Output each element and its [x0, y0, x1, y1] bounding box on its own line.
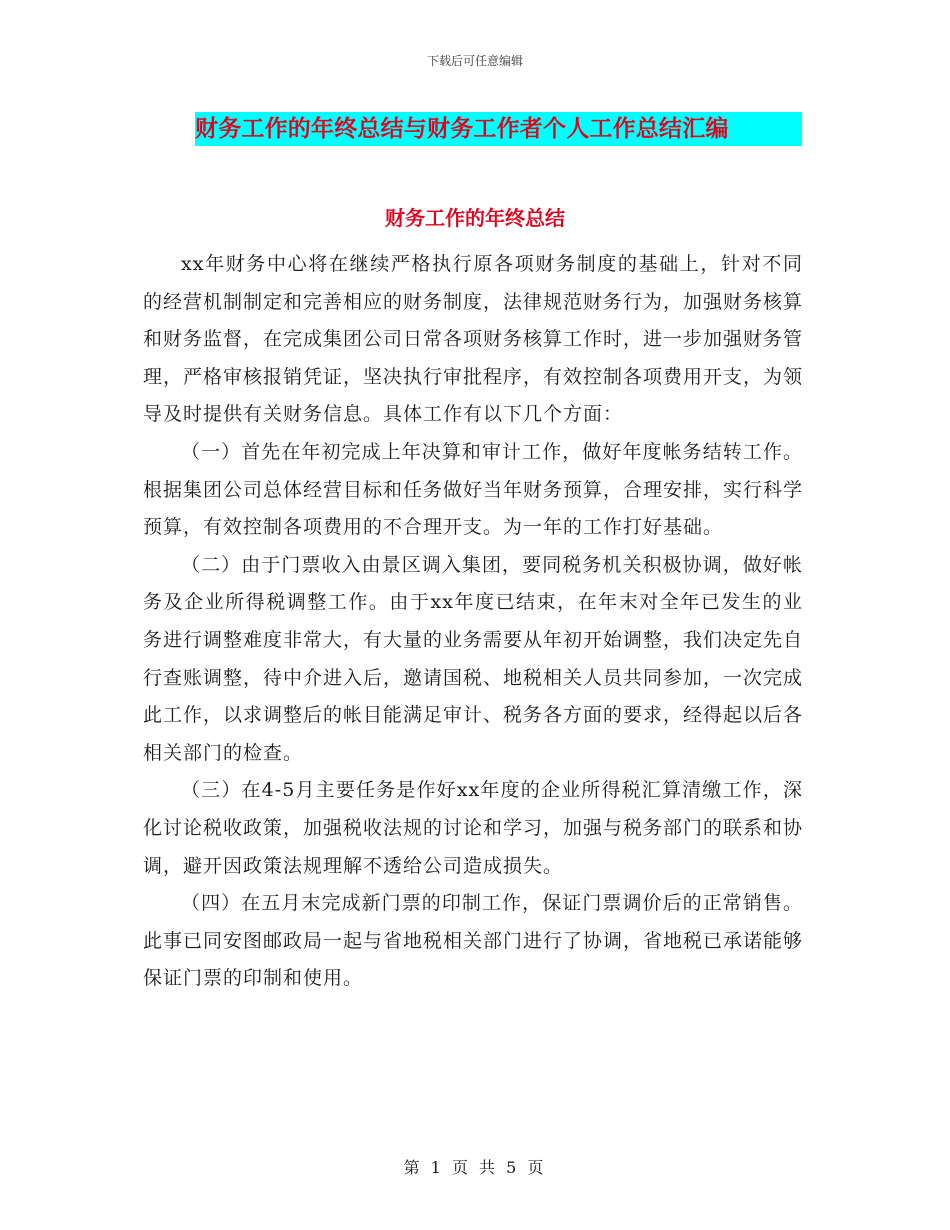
- document-body: [143, 246, 803, 998]
- paragraph-item-3: （三）在4-5月主要任务是作好xx年度的企业所得税汇算清缴工作，深化讨论税收政策，加强税收法规的讨论和学习，加强与税务部门的联系和协调，避开因政策法规理解不透给公司造成损失。: [143, 779, 804, 877]
- paragraph-intro: xx年财务中心将在继续严格执行原各项财务制度的基础上，针对不同的经营机制制定和完善相应的财务制度，法律规范财务行为，加强财务核算和财务监督，在完成集团公司日常各项财务核算工作时，进一步加强财务管理，严格审核报销凭证，坚决执行审批程序，有效控制各项费用开支，为领导及时提供有关财务信息。具体工作有以下几个方面：: [143, 253, 804, 426]
- section-title: 财务工作的年终总结: [385, 206, 565, 230]
- page-number-footer: 第 1 页 共 5 页: [403, 1158, 547, 1177]
- paragraph-item-4: （四）在五月末完成新门票的印制工作，保证门票调价后的正常销售。此事已同安图邮政局一起与省地税相关部门进行了协调，省地税已承诺能够保证门票的印制和使用。: [143, 892, 804, 990]
- page-header-note: 下载后可任意编辑: [426, 54, 523, 68]
- main-title: 财务工作的年终总结与财务工作者个人工作总结汇编: [195, 116, 729, 142]
- paragraph-item-1: （一）首先在年初完成上年决算和审计工作，做好年度帐务结转工作。根据集团公司总体经营目标和任务做好当年财务预算，合理安排，实行科学预算，有效控制各项费用的不合理开支。为一年的工作打好基础。: [143, 440, 804, 539]
- main-title-highlight: [195, 112, 802, 146]
- paragraph-item-2: （二）由于门票收入由景区调入集团，要同税务机关积极协调，做好帐务及企业所得税调整工作。由于xx年度已结束，在年末对全年已发生的业务进行调整难度非常大，有大量的业务需要从年初开始调整，我们决定先自行查账调整，待中介进入后，邀请国税、地税相关人员共同参加，一次完成此工作，以求调整后的帐目能满足审计、税务各方面的要求，经得起以后各相关部门的检查。: [143, 553, 804, 764]
